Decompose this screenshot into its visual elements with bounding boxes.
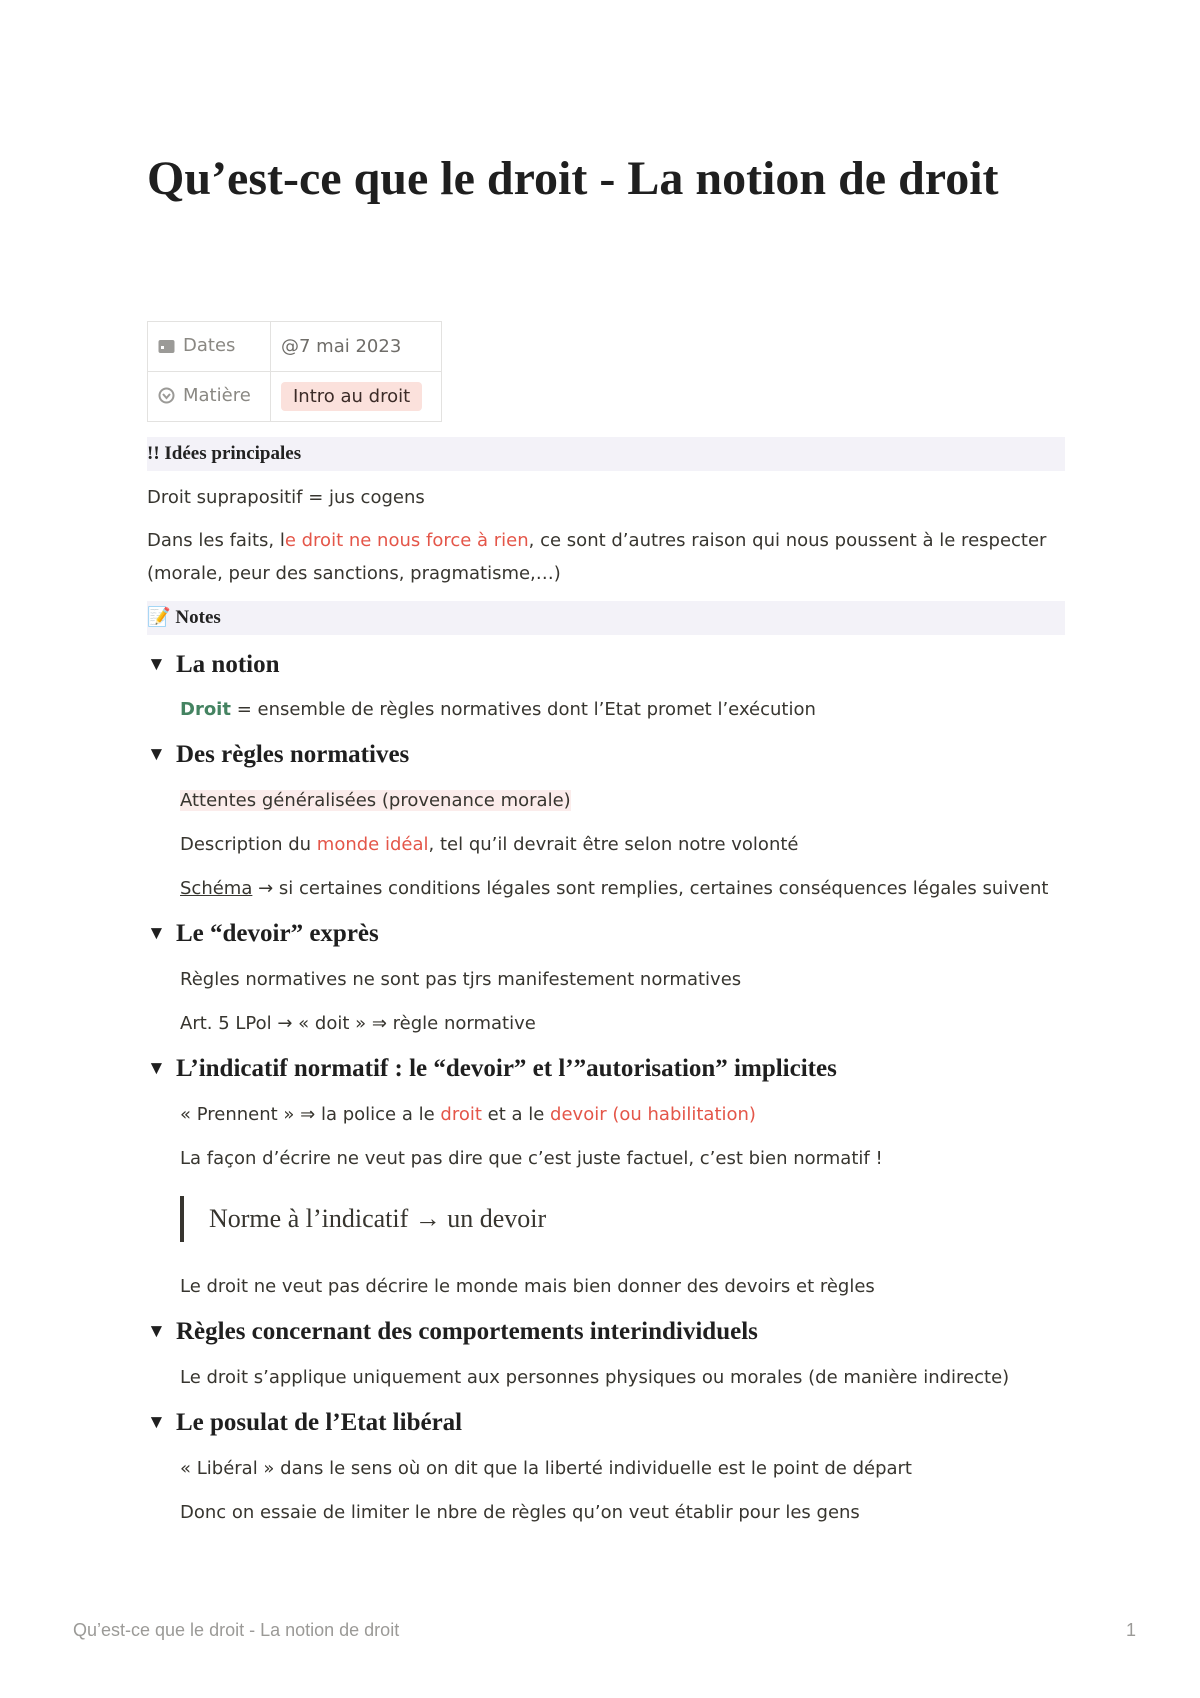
idees-principales-heading: !! Idées principales (147, 437, 1065, 471)
paragraph: Schéma → si certaines conditions légales sont remplies, certaines conséquences légales suivent (180, 878, 1049, 899)
paragraph: Droit suprapositif = jus cogens (147, 487, 425, 508)
toggle-heading-etat[interactable]: ▼ Le posulat de l’Etat libéral (147, 1406, 462, 1440)
paragraph: Donc on essaie de limiter le nbre de règles qu’on veut établir pour les gens (180, 1502, 860, 1523)
properties-table (147, 321, 442, 422)
paragraph: (morale, peur des sanctions, pragmatisme,…) (147, 563, 561, 584)
paragraph: La façon d’écrire ne veut pas dire que c’est juste factuel, c’est bien normatif ! (180, 1148, 883, 1169)
page-title: Qu’est-ce que le droit - La notion de droit (147, 152, 999, 205)
toggle-heading-devoir[interactable]: ▼ Le “devoir” exprès (147, 917, 379, 951)
paragraph: Le droit ne veut pas décrire le monde mais bien donner des devoirs et règles (180, 1276, 875, 1297)
property-label: Matière (183, 384, 251, 406)
page-number: 1 (1126, 1620, 1137, 1640)
paragraph: « Prennent » ⇒ la police a le droit et a le devoir (ou habilitation) (180, 1104, 756, 1125)
paragraph: Description du monde idéal, tel qu’il devrait être selon notre volonté (180, 834, 799, 855)
toggle-triangle-icon[interactable]: ▼ (147, 923, 166, 944)
property-row-matiere (148, 372, 442, 422)
toggle-heading-regles[interactable]: ▼ Des règles normatives (147, 738, 409, 772)
toggle-triangle-icon[interactable]: ▼ (147, 1058, 166, 1079)
select-icon (158, 387, 175, 409)
quote-block: Norme à l’indicatif → un devoir (180, 1196, 546, 1242)
paragraph (180, 784, 571, 817)
matiere-value (271, 372, 442, 422)
property-key-dates (148, 322, 271, 372)
toggle-triangle-icon[interactable]: ▼ (147, 654, 166, 675)
paragraph: Règles normatives ne sont pas tjrs manifestement normatives (180, 969, 742, 990)
highlight-red: devoir (ou habilitation) (550, 1104, 756, 1125)
calendar-icon (158, 338, 175, 359)
notes-heading: 📝 Notes (147, 601, 1065, 635)
toggle-heading-indicatif[interactable]: ▼ L’indicatif normatif : le “devoir” et l’”autorisation” implicites (147, 1052, 837, 1086)
memo-icon: 📝 (147, 607, 171, 628)
toggle-heading-notion[interactable]: ▼ La notion (147, 648, 280, 682)
highlight-red: monde idéal (316, 834, 429, 855)
footer-title: Qu’est-ce que le droit - La notion de droit (73, 1620, 400, 1640)
toggle-triangle-icon[interactable]: ▼ (147, 744, 166, 765)
paragraph: Dans les faits, le droit ne nous force à rien, ce sont d’autres raison qui nous poussent à le respecter (147, 530, 1047, 551)
toggle-heading-comportements[interactable]: ▼ Règles concernant des comportements interindividuels (147, 1315, 758, 1349)
property-row-dates (148, 322, 442, 372)
toggle-triangle-icon[interactable]: ▼ (147, 1412, 166, 1433)
matiere-tag[interactable]: Intro au droit (281, 382, 422, 411)
paragraph: Art. 5 LPol → « doit » ⇒ règle normative (180, 1013, 536, 1034)
property-label: Dates (183, 334, 236, 356)
paragraph: « Libéral » dans le sens où on dit que la liberté individuelle est le point de départ (180, 1458, 912, 1479)
highlight-red: e droit ne nous force à rien (284, 530, 529, 551)
highlight-red: droit (440, 1104, 482, 1125)
toggle-triangle-icon[interactable]: ▼ (147, 1321, 166, 1342)
paragraph: Le droit s’applique uniquement aux personnes physiques ou morales (de manière indirecte) (180, 1367, 1010, 1388)
term-droit: Droit (180, 699, 231, 720)
paragraph: Droit = ensemble de règles normatives dont l’Etat promet l’exécution (180, 699, 816, 720)
property-key-matiere (148, 372, 271, 422)
dates-value[interactable]: @7 mai 2023 (271, 322, 442, 372)
highlight-background: Attentes généralisées (provenance morale) (180, 790, 571, 811)
underlined-term: Schéma (180, 878, 253, 899)
